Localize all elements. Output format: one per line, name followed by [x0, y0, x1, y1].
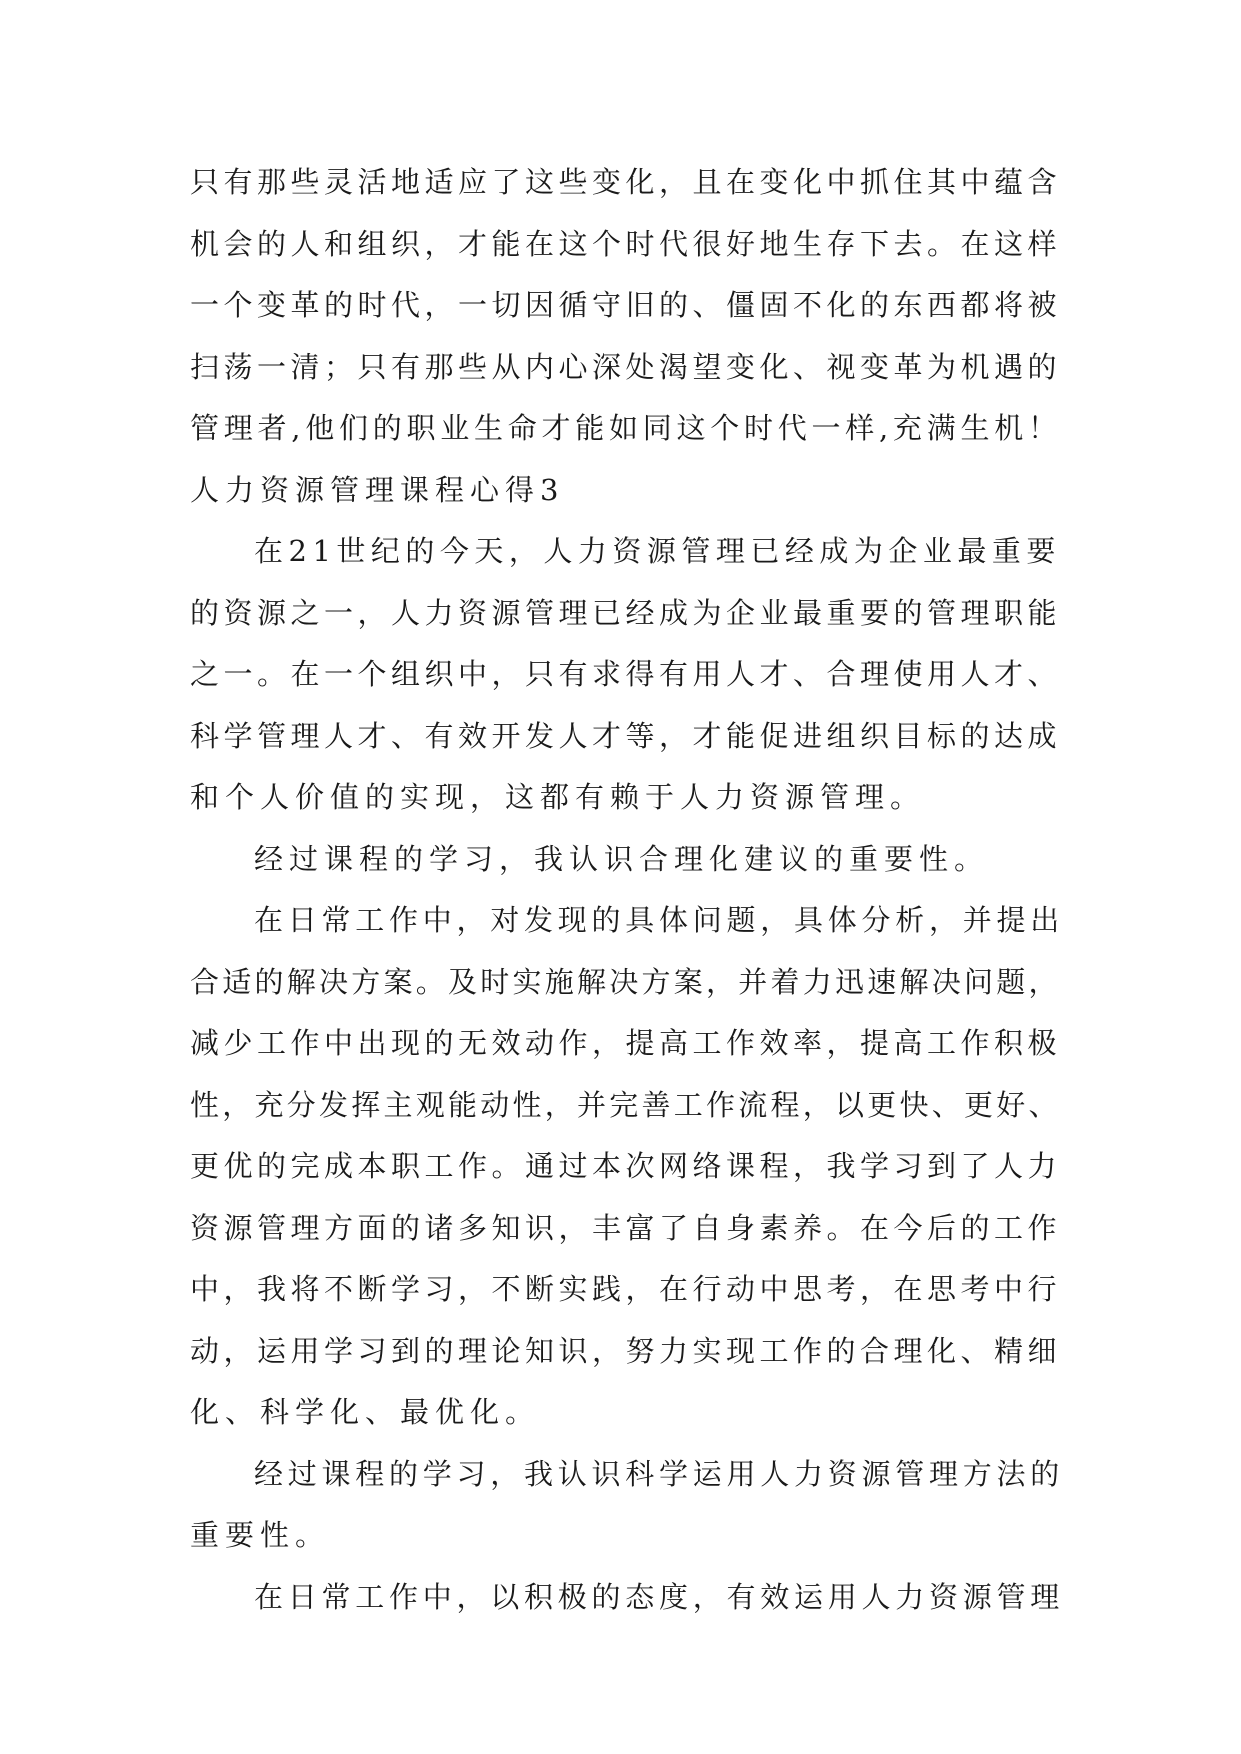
text-line: 减少工作中出现的无效动作，提高工作效率，提高工作积极 — [190, 1026, 1062, 1060]
text-line: 在21世纪的今天，人力资源管理已经成为企业最重要 — [254, 534, 1061, 568]
section-heading: 人力资源管理课程心得3 — [190, 472, 565, 507]
text-line: 一个变革的时代，一切因循守旧的、僵固不化的东西都将被 — [190, 288, 1062, 322]
text-line: 经过课程的学习，我认识合理化建议的重要性。 — [254, 841, 990, 876]
text-line: 重要性。 — [190, 1518, 331, 1552]
text-line: 科学管理人才、有效开发人才等，才能促进组织目标的达成 — [190, 718, 1062, 753]
text-line: 之一。在一个组织中，只有求得有用人才、合理使用人才、 — [190, 657, 1062, 691]
text-line: 性，充分发挥主观能动性，并完善工作流程，以更快、更好、 — [190, 1087, 1061, 1122]
text-line: 资源管理方面的诸多知识，丰富了自身素养。在今后的工作 — [190, 1210, 1062, 1245]
text-line: 和个人价值的实现，这都有赖于人力资源管理。 — [190, 780, 926, 814]
text-line: 只有那些灵活地适应了这些变化，且在变化中抓住其中蕴含 — [190, 165, 1062, 199]
text-line: 经过课程的学习，我认识科学运用人力资源管理方法的 — [254, 1456, 1065, 1491]
text-line: 动，运用学习到的理论知识，努力实现工作的合理化、精细 — [190, 1333, 1062, 1368]
text-line: 合适的解决方案。及时实施解决方案，并着力迅速解决问题， — [190, 964, 1061, 999]
text-line: 扫荡一清；只有那些从内心深处渴望变化、视变革为机遇的 — [190, 349, 1062, 384]
document-body — [190, 152, 1065, 1628]
text-line: 化、科学化、最优化。 — [190, 1395, 541, 1429]
text-line: 机会的人和组织，才能在这个时代很好地生存下去。在这样 — [190, 226, 1062, 261]
text-line: 在日常工作中，对发现的具体问题，具体分析，并提出 — [254, 903, 1065, 937]
text-line: 更优的完成本职工作。通过本次网络课程，我学习到了人力 — [190, 1149, 1062, 1183]
text-line: 的资源之一，人力资源管理已经成为企业最重要的管理职能 — [190, 595, 1062, 630]
text-line: 管理者,他们的职业生命才能如同这个时代一样,充满生机！ — [190, 411, 1062, 445]
text-line: 中，我将不断学习，不断实践，在行动中思考，在思考中行 — [190, 1272, 1062, 1306]
text-line: 在日常工作中，以积极的态度，有效运用人力资源管理 — [254, 1579, 1065, 1614]
